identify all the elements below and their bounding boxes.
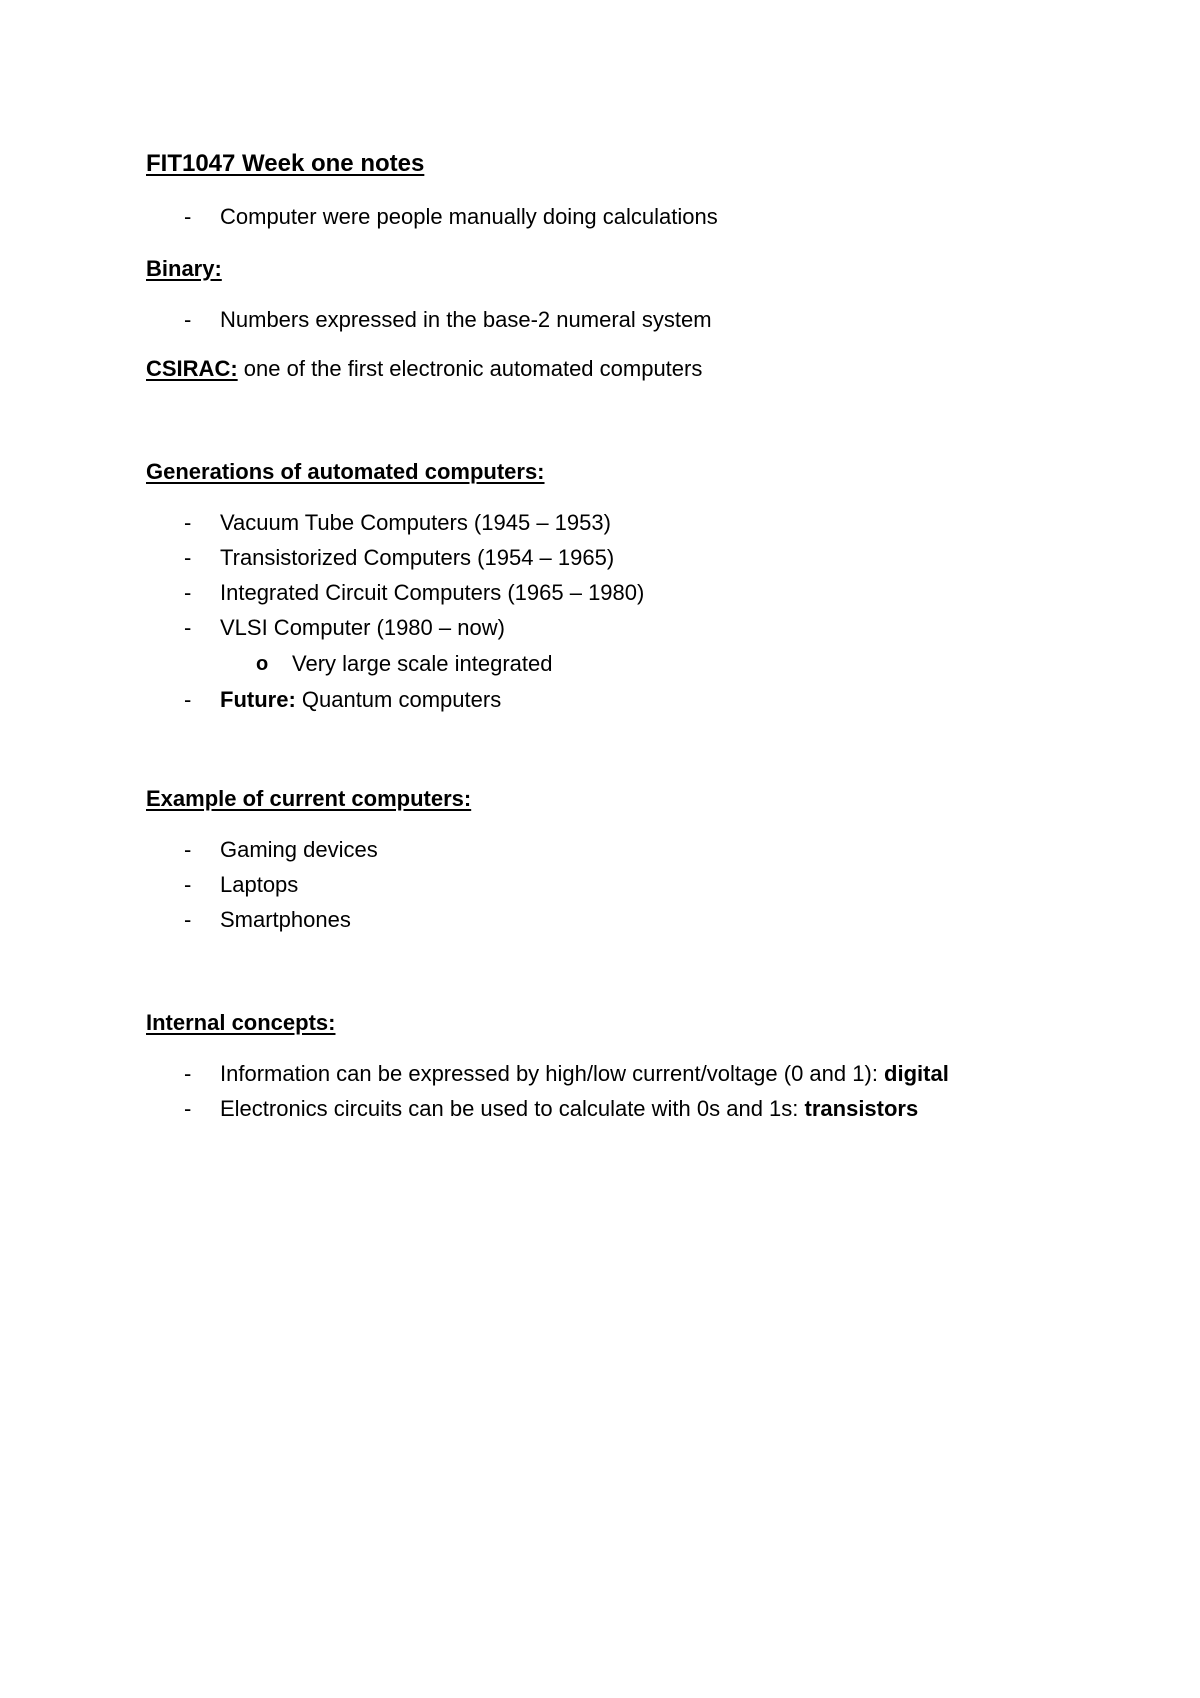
examples-heading: Example of current computers: [146,786,472,811]
csirac-line [146,356,702,382]
internal-heading: Internal concepts: [146,1010,336,1035]
bullet-dash: - [184,907,192,932]
csirac-label: CSIRAC: [146,356,238,381]
internal-item-keyword: transistors [804,1096,919,1121]
future-text: Quantum computers [295,687,502,712]
csirac-text: one of the first electronic automated computers [237,356,703,381]
bullet-dash: - [184,837,192,862]
future-item [220,687,501,713]
binary-heading: Binary: [146,256,222,281]
internal-item [220,1061,949,1087]
generation-sub-item: Very large scale integrated [292,651,553,676]
future-label: Future: [220,687,296,712]
bullet-dash: - [184,510,192,535]
sub-bullet-marker: o [256,653,269,675]
bullet-dash: - [184,687,192,712]
bullet-dash: - [184,307,192,332]
binary-bullet: Numbers expressed in the base-2 numeral system [220,307,712,332]
bullet-dash: - [184,615,192,640]
bullet-dash: - [184,580,192,605]
intro-bullet: Computer were people manually doing calculations [220,204,718,229]
example-item: Laptops [220,872,299,897]
example-item: Gaming devices [220,837,378,862]
bullet-dash: - [184,204,192,229]
bullet-dash: - [184,872,192,897]
bullet-dash: - [184,545,192,570]
example-item: Smartphones [220,907,351,932]
bullet-dash: - [184,1061,192,1086]
document-title: FIT1047 Week one notes [146,150,425,177]
generations-heading: Generations of automated computers: [146,459,545,484]
internal-item-text: Information can be expressed by high/low current/voltage (0 and 1): [220,1061,885,1086]
internal-item-keyword: digital [884,1061,949,1086]
generation-item: VLSI Computer (1980 – now) [220,615,505,640]
generation-item: Transistorized Computers (1954 – 1965) [220,545,615,570]
internal-item [220,1096,918,1122]
bullet-dash: - [184,1096,192,1121]
generation-item: Integrated Circuit Computers (1965 – 1980) [220,580,645,605]
internal-item-text: Electronics circuits can be used to calculate with 0s and 1s: [220,1096,805,1121]
generation-item: Vacuum Tube Computers (1945 – 1953) [220,510,611,535]
